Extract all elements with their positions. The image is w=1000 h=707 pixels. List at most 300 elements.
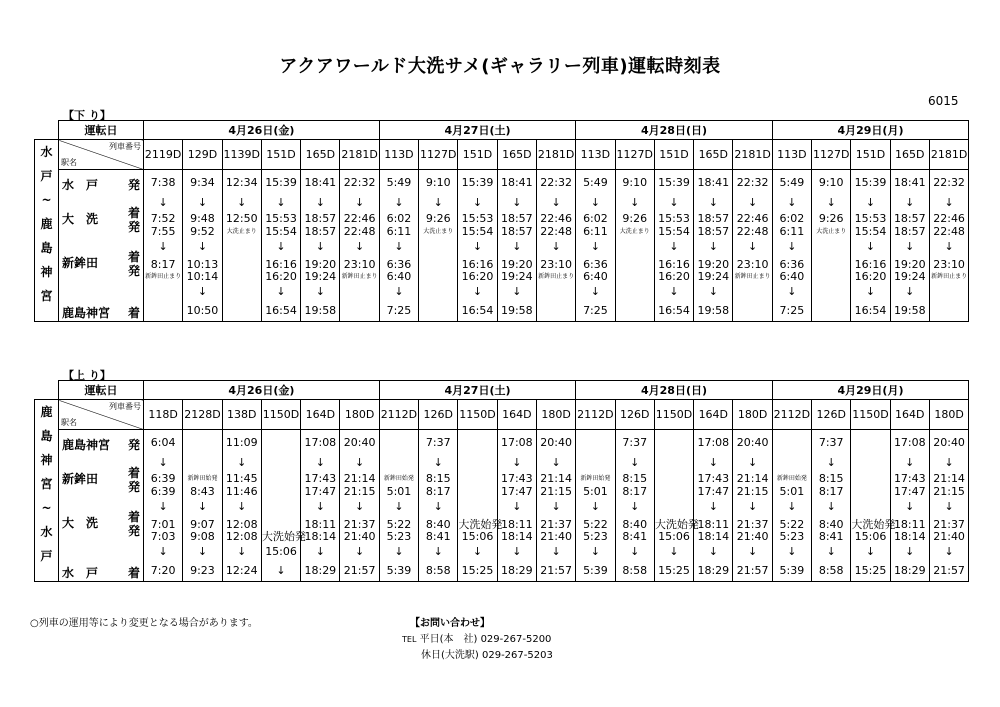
pass-arrow: ↓ <box>472 545 483 558</box>
time-value: 18:57 <box>697 212 730 225</box>
train-time-cell <box>694 430 733 582</box>
time-value: 5:01 <box>386 485 412 498</box>
time-value: 22:46 <box>933 212 965 225</box>
station-name: 鹿島神宮 <box>62 438 111 452</box>
time-value: 16:20 <box>854 270 887 283</box>
time-value: 10:13 <box>186 258 219 271</box>
service-note: 新鉾田止まり <box>734 273 771 280</box>
time-value: 21:15 <box>343 485 376 498</box>
train-number: 151D <box>654 140 693 170</box>
train-number: 2181D <box>733 140 772 170</box>
pass-arrow: ↓ <box>433 500 443 513</box>
time-value: 23:10 <box>736 258 769 271</box>
time-value: 16:16 <box>265 258 297 271</box>
station-name-label: 駅名 <box>61 418 77 427</box>
service-note: 新鉾田始発 <box>776 475 807 482</box>
time-value: 15:39 <box>265 176 297 189</box>
time-value: 18:14 <box>893 530 926 543</box>
pass-arrow: ↓ <box>394 240 404 253</box>
time-value: 17:47 <box>697 485 730 498</box>
time-value: 18:11 <box>500 518 533 531</box>
time-value: 8:15 <box>622 472 648 485</box>
time-value: 15:54 <box>265 225 297 238</box>
pass-arrow: ↓ <box>197 545 208 558</box>
pass-arrow: ↓ <box>315 196 325 209</box>
time-value: 22:48 <box>933 225 965 238</box>
down-route-char: ~ <box>41 193 52 207</box>
time-value: 21:15 <box>736 485 769 498</box>
train-time-cell <box>419 430 458 582</box>
time-value: 10:50 <box>186 304 219 317</box>
pass-arrow: ↓ <box>512 240 522 253</box>
pass-arrow: ↓ <box>826 196 836 209</box>
time-value: 18:41 <box>697 176 730 189</box>
time-value: 大洗始発 <box>261 530 306 543</box>
up-date-label: 運転日 <box>59 381 144 400</box>
station-name: 大 洗 <box>62 212 99 226</box>
time-value: 9:26 <box>818 212 844 225</box>
pass-arrow: ↓ <box>276 564 286 577</box>
service-note: 新鉾田止まり <box>145 273 182 280</box>
pass-arrow: ↓ <box>747 500 758 513</box>
train-number: 2112D <box>379 400 418 430</box>
pass-arrow: ↓ <box>276 196 286 209</box>
time-value: 5:39 <box>386 564 412 577</box>
time-value: 5:22 <box>386 518 412 531</box>
time-value: 21:15 <box>540 485 572 498</box>
time-value: 8:15 <box>818 472 844 485</box>
time-value: 5:49 <box>779 176 805 189</box>
train-time-cell <box>772 430 811 582</box>
time-value: 6:36 <box>583 258 608 271</box>
station-name: 新鉾田 <box>62 256 99 270</box>
station-name: 新鉾田 <box>62 472 99 486</box>
pass-arrow: ↓ <box>708 285 718 298</box>
train-number: 2119D <box>144 140 183 170</box>
train-number: 151D <box>458 140 497 170</box>
time-value: 22:46 <box>540 212 572 225</box>
pass-arrow: ↓ <box>590 500 601 513</box>
pass-arrow: ↓ <box>590 240 601 253</box>
up-route-label <box>35 400 59 582</box>
pass-arrow: ↓ <box>669 240 679 253</box>
time-value: 6:40 <box>779 270 805 283</box>
up-day-header: 4月26日(金) <box>144 381 380 400</box>
pass-arrow: ↓ <box>355 240 365 253</box>
time-value: 5:23 <box>779 530 805 543</box>
time-value: 5:22 <box>779 518 805 531</box>
time-value: 16:20 <box>658 270 690 283</box>
pass-arrow: ↓ <box>551 456 561 469</box>
time-value: 8:43 <box>190 485 215 498</box>
time-value: 23:10 <box>540 258 572 271</box>
time-value: 8:15 <box>425 472 451 485</box>
time-value: 18:57 <box>500 225 533 238</box>
pass-arrow: ↓ <box>787 196 797 209</box>
pass-arrow: ↓ <box>512 500 522 513</box>
pass-arrow: ↓ <box>237 456 247 469</box>
pass-arrow: ↓ <box>158 196 168 209</box>
time-value: 23:10 <box>933 258 965 271</box>
time-value: 15:53 <box>265 212 297 225</box>
down-route-char: 神 <box>40 265 53 279</box>
time-value: 18:11 <box>893 518 926 531</box>
time-value: 18:57 <box>697 225 730 238</box>
train-number: 165D <box>301 140 340 170</box>
pass-arrow: ↓ <box>394 196 404 209</box>
pass-arrow: ↓ <box>315 240 325 253</box>
time-value: 22:32 <box>736 176 769 189</box>
time-value: 15:53 <box>854 212 887 225</box>
time-value: 10:14 <box>186 270 219 283</box>
time-value: 15:54 <box>461 225 494 238</box>
up-blank-cell <box>35 381 59 400</box>
train-number: 164D <box>497 400 536 430</box>
time-value: 18:29 <box>893 564 926 577</box>
time-value: 5:49 <box>583 176 608 189</box>
time-value: 7:37 <box>425 436 451 449</box>
arr-dep-type: 発 <box>127 480 140 494</box>
train-time-cell <box>340 170 379 322</box>
up-train-row <box>35 400 969 430</box>
train-time-cell <box>733 170 772 322</box>
time-value: 5:01 <box>779 485 805 498</box>
pass-arrow: ↓ <box>512 456 522 469</box>
time-value: 17:43 <box>304 472 337 485</box>
time-value: 18:57 <box>893 212 926 225</box>
train-time-cell <box>615 430 654 582</box>
time-value: 18:57 <box>304 225 337 238</box>
pass-arrow: ↓ <box>433 545 443 558</box>
train-number: 180D <box>733 400 772 430</box>
train-number: 126D <box>419 400 458 430</box>
time-value: 19:24 <box>500 270 533 283</box>
pass-arrow: ↓ <box>865 196 876 209</box>
time-value: 19:20 <box>893 258 926 271</box>
train-number-label: 列車番号 <box>109 402 141 411</box>
time-value: 7:25 <box>779 304 805 317</box>
time-value: 15:25 <box>461 564 494 577</box>
time-value: 20:40 <box>933 436 965 449</box>
pass-arrow: ↓ <box>708 240 718 253</box>
time-value: 7:01 <box>150 518 176 531</box>
time-value: 17:43 <box>697 472 730 485</box>
train-time-cell <box>851 170 890 322</box>
pass-arrow: ↓ <box>865 545 876 558</box>
pass-arrow: ↓ <box>472 240 483 253</box>
pass-arrow: ↓ <box>669 196 679 209</box>
pass-arrow: ↓ <box>826 456 836 469</box>
pass-arrow: ↓ <box>315 285 325 298</box>
time-value: 15:06 <box>658 530 690 543</box>
station-name: 水 戸 <box>62 178 99 192</box>
pass-arrow: ↓ <box>905 545 915 558</box>
time-value: 7:37 <box>622 436 648 449</box>
time-value: 16:16 <box>854 258 887 271</box>
pass-arrow: ↓ <box>315 500 325 513</box>
time-value: 19:24 <box>304 270 337 283</box>
train-time-cell <box>733 430 772 582</box>
time-value: 9:52 <box>190 225 215 238</box>
time-value: 19:58 <box>500 304 533 317</box>
down-route-char: 宮 <box>40 289 53 303</box>
time-value: 9:10 <box>425 176 451 189</box>
train-number: 1127D <box>419 140 458 170</box>
train-time-cell <box>144 170 183 322</box>
train-number: 2112D <box>772 400 811 430</box>
time-value: 11:45 <box>225 472 258 485</box>
train-time-cell <box>222 430 261 582</box>
time-value: 18:11 <box>304 518 337 531</box>
time-value: 16:20 <box>461 270 494 283</box>
up-day-header: 4月27日(土) <box>379 381 575 400</box>
time-value: 6:11 <box>583 225 608 238</box>
arr-dep-type: 発 <box>127 524 140 538</box>
pass-arrow: ↓ <box>197 500 208 513</box>
service-note: 大洗止まり <box>423 228 454 235</box>
down-route-char: 戸 <box>40 169 53 183</box>
time-value: 15:53 <box>461 212 494 225</box>
up-section-label: 【上 り】 <box>63 369 111 382</box>
time-value: 6:11 <box>386 225 412 238</box>
train-number: 165D <box>497 140 536 170</box>
arr-dep-type: 着 <box>127 566 140 580</box>
pass-arrow: ↓ <box>787 285 797 298</box>
time-value: 15:39 <box>461 176 494 189</box>
time-value: 8:58 <box>425 564 451 577</box>
time-value: 7:37 <box>818 436 844 449</box>
time-value: 12:24 <box>225 564 258 577</box>
train-time-cell <box>301 170 340 322</box>
up-route-char: 戸 <box>40 549 53 563</box>
down-day-header: 4月28日(日) <box>576 121 772 140</box>
arr-dep-type: 発 <box>127 264 140 278</box>
time-value: 21:40 <box>736 530 769 543</box>
down-route-char: 島 <box>40 241 53 255</box>
time-value: 7:20 <box>150 564 176 577</box>
time-value: 16:16 <box>461 258 494 271</box>
pass-arrow: ↓ <box>905 500 915 513</box>
time-value: 21:14 <box>540 472 572 485</box>
pass-arrow: ↓ <box>237 196 247 209</box>
time-value: 19:24 <box>697 270 730 283</box>
pass-arrow: ↓ <box>472 285 483 298</box>
time-value: 21:40 <box>540 530 572 543</box>
time-value: 6:39 <box>150 485 176 498</box>
down-section-label: 【下 り】 <box>63 109 111 122</box>
time-value: 22:32 <box>540 176 572 189</box>
pass-arrow: ↓ <box>197 285 208 298</box>
contact-weekday <box>402 630 551 645</box>
train-number: 138D <box>222 400 261 430</box>
time-value: 20:40 <box>343 436 376 449</box>
pass-arrow: ↓ <box>158 545 168 558</box>
time-value: 19:20 <box>304 258 337 271</box>
train-number: 151D <box>261 140 300 170</box>
time-value: 6:11 <box>779 225 805 238</box>
train-number: 1150D <box>261 400 300 430</box>
down-train-row <box>35 140 969 170</box>
time-value: 6:40 <box>386 270 412 283</box>
time-value: 9:26 <box>425 212 451 225</box>
service-note: 新鉾田止まり <box>341 273 378 280</box>
up-route-char: 島 <box>40 429 53 443</box>
time-value: 9:34 <box>190 176 215 189</box>
train-time-cell <box>536 430 575 582</box>
time-value: 18:29 <box>304 564 337 577</box>
train-time-cell <box>536 170 575 322</box>
service-note: 新鉾田止まり <box>538 273 575 280</box>
train-time-cell <box>301 430 340 582</box>
train-time-cell <box>183 170 222 322</box>
pass-arrow: ↓ <box>355 500 365 513</box>
up-body-row <box>35 430 969 582</box>
pass-arrow: ↓ <box>747 240 758 253</box>
time-value: 16:54 <box>461 304 494 317</box>
time-value: 9:08 <box>190 530 215 543</box>
train-time-cell <box>340 430 379 582</box>
pass-arrow: ↓ <box>630 456 640 469</box>
time-value: 21:40 <box>933 530 965 543</box>
time-value: 大洗始発 <box>851 518 896 531</box>
arr-dep-type: 発 <box>127 220 140 234</box>
pass-arrow: ↓ <box>905 196 915 209</box>
train-time-cell <box>261 170 300 322</box>
document-number: 6015 <box>928 94 959 108</box>
time-value: 11:46 <box>225 485 258 498</box>
train-time-cell <box>812 430 851 582</box>
time-value: 8:17 <box>622 485 648 498</box>
arr-dep-type: 発 <box>127 438 140 452</box>
train-number: 165D <box>694 140 733 170</box>
pass-arrow: ↓ <box>708 196 718 209</box>
train-number: 180D <box>340 400 379 430</box>
up-route-char: 宮 <box>40 477 53 491</box>
station-name: 水 戸 <box>62 566 99 580</box>
train-time-cell <box>890 430 929 582</box>
time-value: 22:48 <box>343 225 376 238</box>
time-value: 21:15 <box>933 485 965 498</box>
train-number: 164D <box>301 400 340 430</box>
time-value: 8:58 <box>622 564 648 577</box>
train-number: 1150D <box>851 400 890 430</box>
time-value: 18:57 <box>304 212 337 225</box>
down-corner-cell <box>59 140 144 170</box>
pass-arrow: ↓ <box>355 545 365 558</box>
train-number: 1127D <box>615 140 654 170</box>
pass-arrow: ↓ <box>747 196 758 209</box>
contact-title: 【お問い合わせ】 <box>410 618 490 629</box>
pass-arrow: ↓ <box>512 545 522 558</box>
pass-arrow: ↓ <box>865 285 876 298</box>
time-value: 15:53 <box>658 212 690 225</box>
pass-arrow: ↓ <box>237 500 247 513</box>
arr-dep-type: 着 <box>127 250 140 264</box>
down-day-header: 4月27日(土) <box>379 121 575 140</box>
time-value: 9:10 <box>818 176 844 189</box>
pass-arrow: ↓ <box>433 456 443 469</box>
pass-arrow: ↓ <box>826 500 836 513</box>
time-value: 19:20 <box>697 258 730 271</box>
train-number-label: 列車番号 <box>109 142 141 151</box>
train-number: 1139D <box>222 140 261 170</box>
contact-weekday-text: 平日(本 社) 029-267-5200 <box>419 634 552 645</box>
pass-arrow: ↓ <box>630 196 640 209</box>
time-value: 9:10 <box>622 176 648 189</box>
arr-dep-type: 着 <box>127 206 140 220</box>
pass-arrow: ↓ <box>747 545 758 558</box>
time-value: 17:43 <box>500 472 533 485</box>
train-number: 2181D <box>536 140 575 170</box>
pass-arrow: ↓ <box>590 285 601 298</box>
footer-note: ○列車の運用等により変更となる場合があります。 <box>30 618 258 629</box>
time-value: 15:06 <box>461 530 494 543</box>
train-time-cell <box>929 170 968 322</box>
pass-arrow: ↓ <box>472 196 483 209</box>
time-value: 7:55 <box>150 225 176 238</box>
time-value: 6:36 <box>386 258 412 271</box>
pass-arrow: ↓ <box>630 500 640 513</box>
train-number: 2181D <box>929 140 968 170</box>
arr-dep-type: 発 <box>127 178 140 192</box>
pass-arrow: ↓ <box>433 196 443 209</box>
time-value: 15:25 <box>658 564 690 577</box>
train-time-cell <box>144 430 183 582</box>
train-number: 1150D <box>654 400 693 430</box>
pass-arrow: ↓ <box>394 500 404 513</box>
station-name: 大 洗 <box>62 516 99 530</box>
train-time-cell <box>890 170 929 322</box>
time-value: 21:57 <box>736 564 769 577</box>
time-value: 17:47 <box>893 485 926 498</box>
time-value: 7:38 <box>150 176 176 189</box>
pass-arrow: ↓ <box>551 240 561 253</box>
down-day-header: 4月29日(月) <box>772 121 968 140</box>
time-value: 5:39 <box>583 564 608 577</box>
time-value: 6:36 <box>779 258 805 271</box>
time-value: 6:04 <box>150 436 176 449</box>
time-value: 21:40 <box>343 530 376 543</box>
pass-arrow: ↓ <box>355 456 365 469</box>
time-value: 21:14 <box>343 472 376 485</box>
train-number: 113D <box>379 140 418 170</box>
pass-arrow: ↓ <box>944 500 954 513</box>
pass-arrow: ↓ <box>237 545 247 558</box>
down-route-label <box>35 140 59 322</box>
train-time-cell <box>851 430 896 582</box>
train-time-cell <box>772 170 811 322</box>
down-route-char: 鹿 <box>40 217 53 231</box>
time-value: 23:10 <box>343 258 376 271</box>
train-number: 164D <box>890 400 929 430</box>
time-value: 21:57 <box>933 564 965 577</box>
train-number: 113D <box>772 140 811 170</box>
train-time-cell <box>497 430 536 582</box>
time-value: 8:40 <box>622 518 648 531</box>
train-number: 165D <box>890 140 929 170</box>
pass-arrow: ↓ <box>315 456 325 469</box>
time-value: 17:47 <box>304 485 337 498</box>
time-value: 5:39 <box>779 564 805 577</box>
pass-arrow: ↓ <box>905 456 915 469</box>
time-value: 12:08 <box>225 530 258 543</box>
pass-arrow: ↓ <box>551 196 561 209</box>
train-time-cell <box>222 170 261 322</box>
arr-dep-type: 着 <box>127 510 140 524</box>
station-name: 鹿島神宮 <box>62 306 111 320</box>
pass-arrow: ↓ <box>944 240 954 253</box>
train-number: 113D <box>576 140 615 170</box>
